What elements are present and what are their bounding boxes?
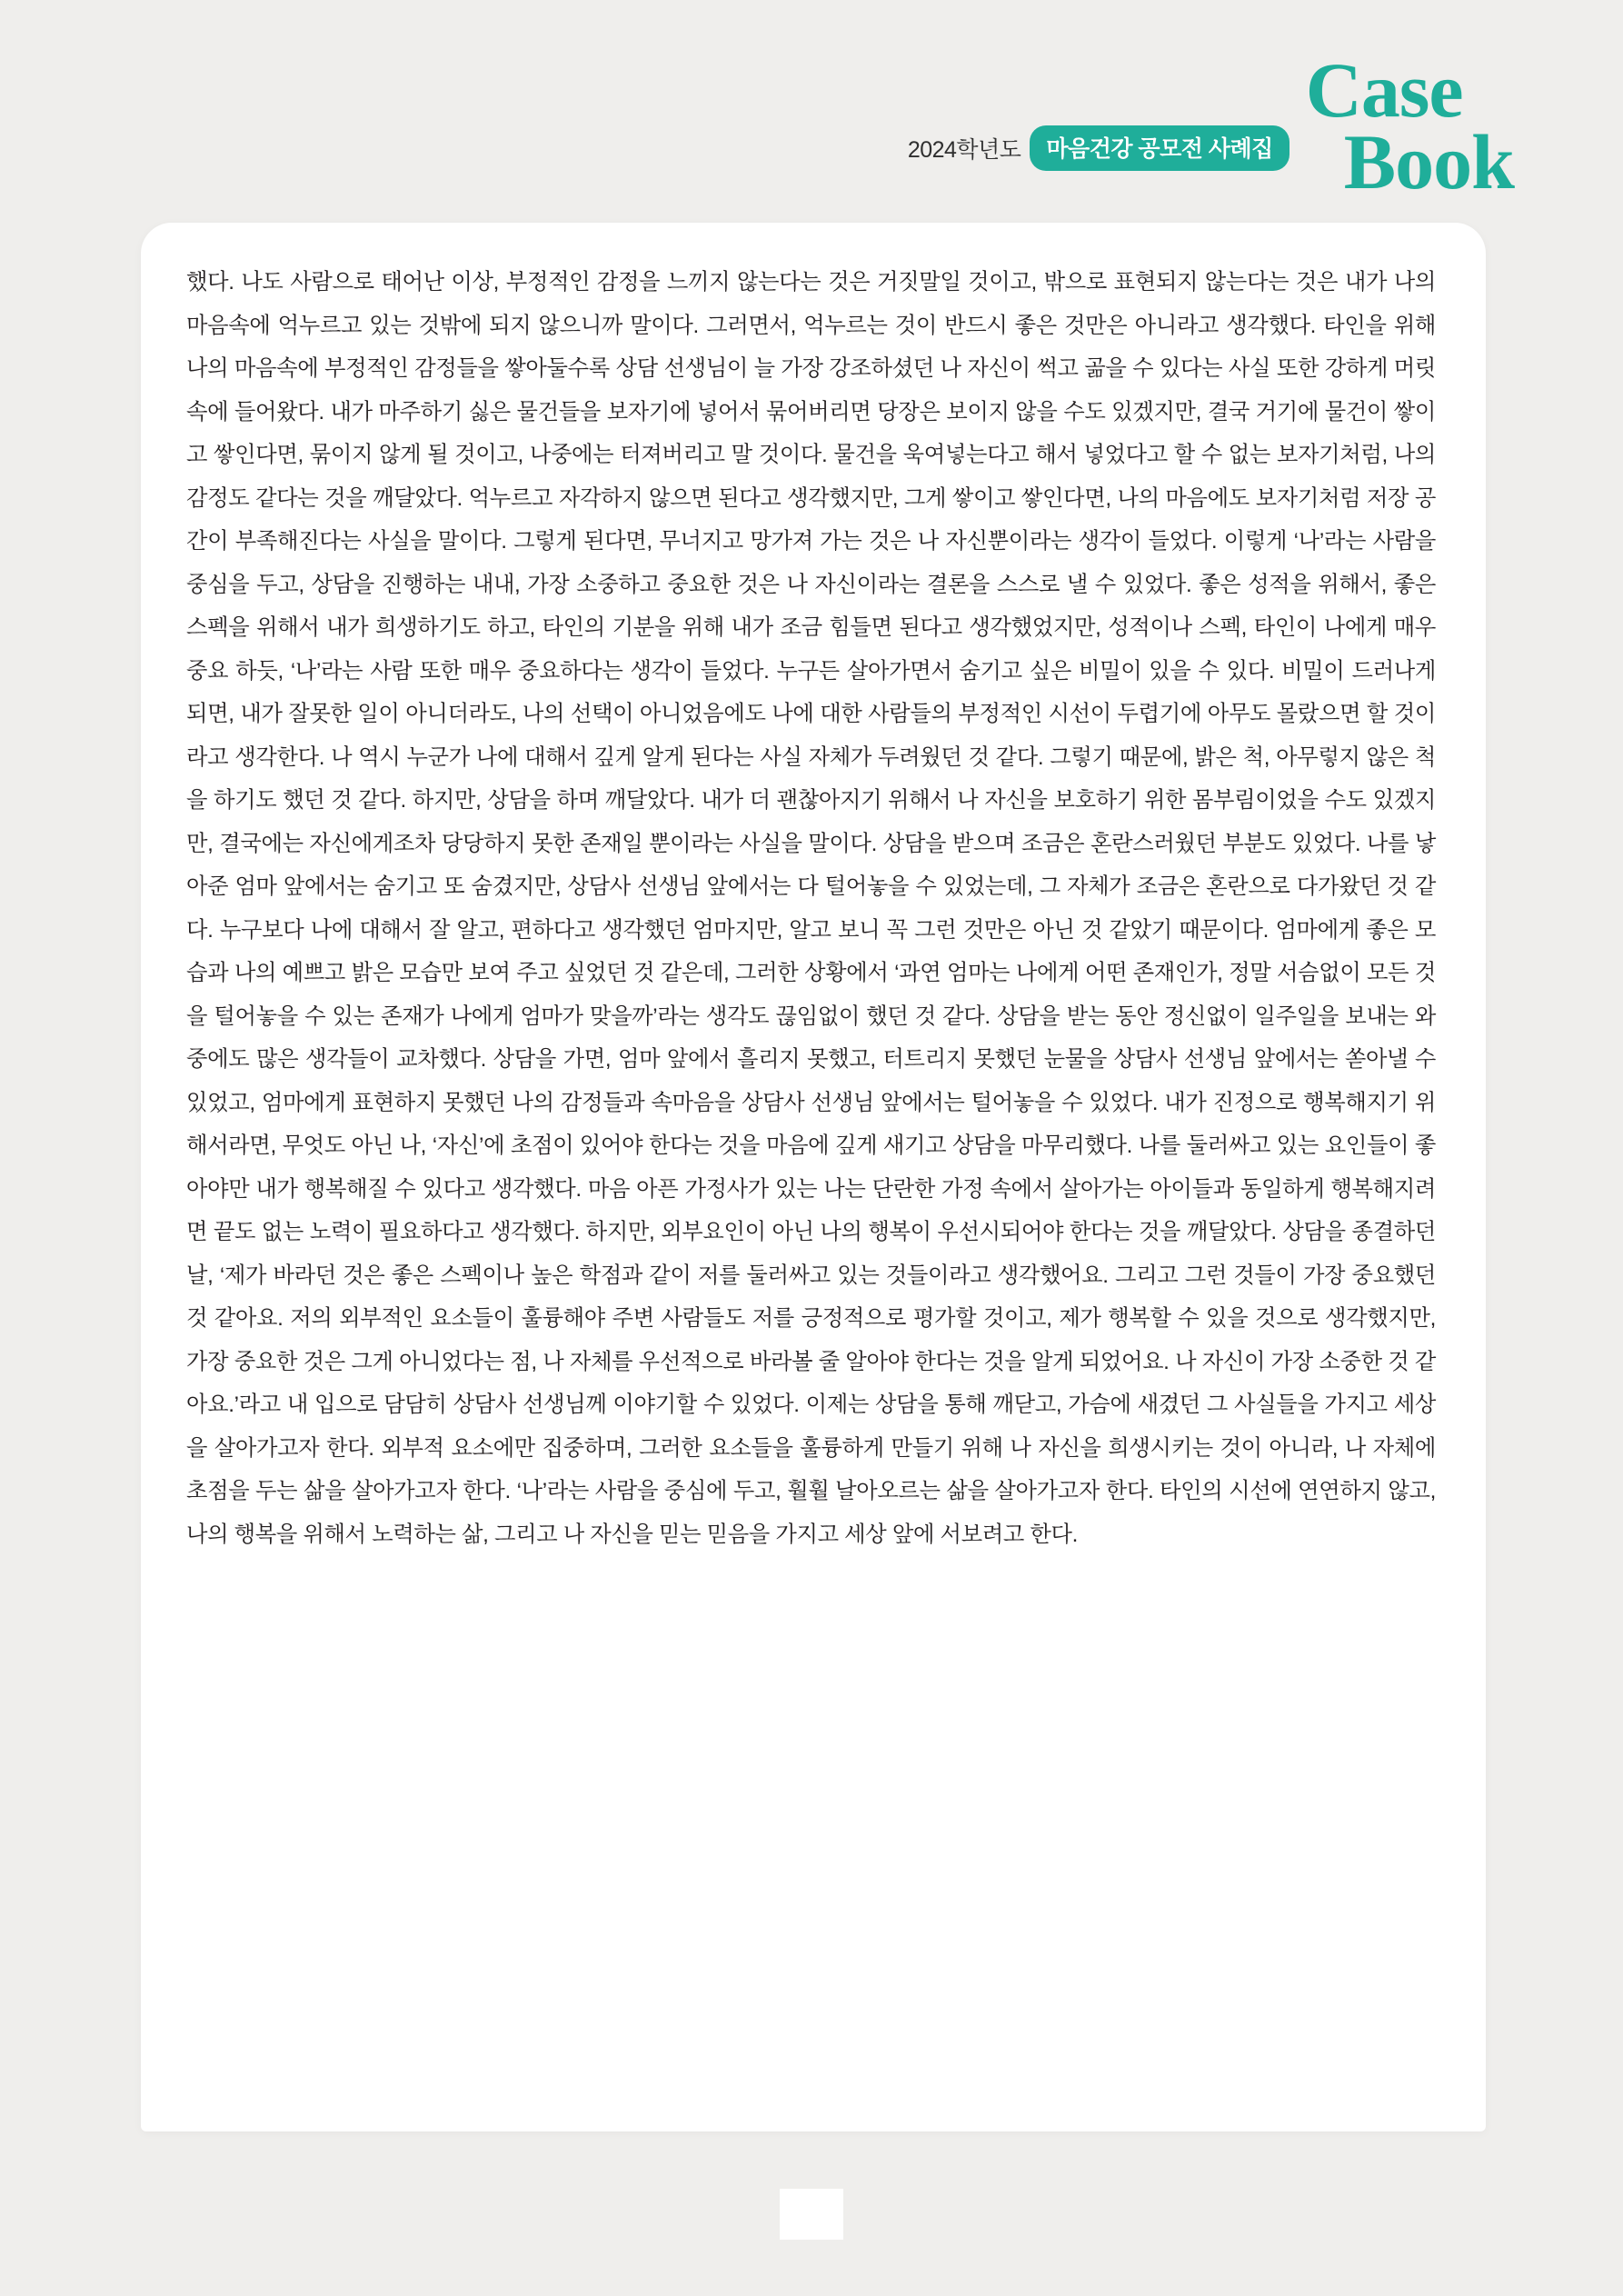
year-label: 2024학년도	[907, 137, 1021, 164]
body-paragraph: 했다. 나도 사람으로 태어난 이상, 부정적인 감정을 느끼지 않는다는 것은 거짓말일 것이고, 밖으로 표현되지 않는다는 것은 내가 나의 마음속에 억누르고 있는 것밖에 되지 않으니까 말이다. 그러면서, 억누르는 것이 반드시 좋은 것만은 아니라고 생각했다. 타인을 위해 나의 마음속에 부정적인 감정들을 쌓아둘수록 상담 선생님이 늘 가장 강조하셨던 나 자신이 썩고 곪을 수 있다는 사실 또한 강하게 머릿속에 들어왔다. 내가 마주하기 싫은 물건들을 보자기에 넣어서 묶어버리면 당장은 보이지 않을 수도 있겠지만, 결국 거기에 물건이 쌓이고 쌓인다면, 묶이지 않게 될 것이고, 나중에는 터져버리고 말 것이다. 물건을 욱여넣는다고 해서 넣었다고 할 수 없는 보자기처럼, 나의 감정도 같다는 것을 깨달았다. 억누르고 자각하지 않으면 된다고 생각했지만, 그게 쌓이고 쌓인다면, 나의 마음에도 보자기처럼 저장 공간이 부족해진다는 사실을 말이다. 그렇게 된다면, 무너지고 망가져 가는 것은 나 자신뿐이라는 생각이 들었다. 이렇게 ‘나’라는 사람을 중심을 두고, 상담을 진행하는 내내, 가장 소중하고 중요한 것은 나 자신이라는 결론을 스스로 낼 수 있었다. 좋은 성적을 위해서, 좋은 스펙을 위해서 내가 희생하기도 하고, 타인의 기분을 위해 내가 조금 힘들면 된다고 생각했었지만, 성적이나 스펙, 타인이 나에게 매우 중요 하듯, ‘나’라는 사람 또한 매우 중요하다는 생각이 들었다. 누구든 살아가면서 숨기고 싶은 비밀이 있을 수 있다. 비밀이 드러나게 되면, 내가 잘못한 일이 아니더라도, 나의 선택이 아니었음에도 나에 대한 사람들의 부정적인 시선이 두렵기에 아무도 몰랐으면 할 것이라고 생각한다. 나 역시 누군가 나에 대해서 깊게 알게 된다는 사실 자체가 두려웠던 것 같다. 그렇기 때문에, 밝은 척, 아무렇지 않은 척을 하기도 했던 것 같다. 하지만, 상담을 하며 깨달았다. 내가 더 괜찮아지기 위해서 나 자신을 보호하기 위한 몸부림이었을 수도 있겠지만, 결국에는 자신에게조차 당당하지 못한 존재일 뿐이라는 사실을 말이다. 상담을 받으며 조금은 혼란스러웠던 부분도 있었다. 나를 낳아준 엄마 앞에서는 숨기고 또 숨겼지만, 상담사 선생님 앞에서는 다 털어놓을 수 있었는데, 그 자체가 조금은 혼란으로 다가왔던 것 같다. 누구보다 나에 대해서 잘 알고, 편하다고 생각했던 엄마지만, 알고 보니 꼭 그런 것만은 아닌 것 같았기 때문이다. 엄마에게 좋은 모습과 나의 예쁘고 밝은 모습만 보여 주고 싶었던 것 같은데, 그러한 상황에서 ‘과연 엄마는 나에게 어떤 존재인가, 정말 서슴없이 모든 것을 털어놓을 수 있는 존재가 나에게 엄마가 맞을까’라는 생각도 끊임없이 했던 것 같다. 상담을 받는 동안 정신없이 일주일을 보내는 와중에도 많은 생각들이 교차했다. 상담을 가면, 엄마 앞에서 흘리지 못했고, 터트리지 못했던 눈물을 상담사 선생님 앞에서는 쏟아낼 수 있었고, 엄마에게 표현하지 못했던 나의 감정들과 속마음을 상담사 선생님 앞에서는 털어놓을 수 있었다. 내가 진정으로 행복해지기 위해서라면, 무엇도 아닌 나, ‘자신’에 초점이 있어야 한다는 것을 마음에 깊게 새기고 상담을 마무리했다. 나를 둘러싸고 있는 요인들이 좋아야만 내가 행복해질 수 있다고 생각했다. 마음 아픈 가정사가 있는 나는 단란한 가정 속에서 살아가는 아이들과 동일하게 행복해지려면 끝도 없는 노력이 필요하다고 생각했다. 하지만, 외부요인이 아닌 나의 행복이 우선시되어야 한다는 것을 깨달았다. 상담을 종결하던 날, ‘제가 바라던 것은 좋은 스펙이나 높은 학점과 같이 저를 둘러싸고 있는 것들이라고 생각했어요. 그리고 그런 것들이 가장 중요했던 것 같아요. 저의 외부적인 요소들이 훌륭해야 주변 사람들도 저를 긍정적으로 평가할 것이고, 제가 행복할 수 있을 것으로 생각했지만, 가장 중요한 것은 그게 아니었다는 점, 나 자체를 우선적으로 바라볼 줄 알아야 한다는 것을 알게 되었어요. 나 자신이 가장 소중한 것 같아요.’라고 내 입으로 담담히 상담사 선생님께 이야기할 수 있었다. 이제는 상담을 통해 깨닫고, 가슴에 새겼던 그 사실들을 가지고 세상을 살아가고자 한다. 외부적 요소에만 집중하며, 그러한 요소들을 훌륭하게 만들기 위해 나 자신을 희생시키는 것이 아니라, 나 자체에 초점을 두는 삶을 살아가고자 한다. ‘나’라는 사람을 중심에 두고, 훨훨 날아오르는 삶을 살아가고자 한다. 타인의 시선에 연연하지 않고, 나의 행복을 위해서 노력하는 삶, 그리고 나 자신을 믿는 믿음을 가지고 세상 앞에 서보려고 한다.	[186, 270, 1436, 1547]
page-footer-tab	[780, 2189, 843, 2240]
document-sheet	[141, 223, 1486, 2131]
casebook-logo	[1305, 46, 1514, 206]
logo-word-book: Book	[1343, 118, 1514, 206]
casebook-header	[907, 46, 1514, 206]
header-tagline	[908, 125, 1289, 171]
logo-word-case: Case	[1305, 46, 1463, 134]
header-tagline-block	[908, 125, 1289, 198]
contest-title-badge: 마음건강 공모전 사례집	[1030, 125, 1289, 171]
